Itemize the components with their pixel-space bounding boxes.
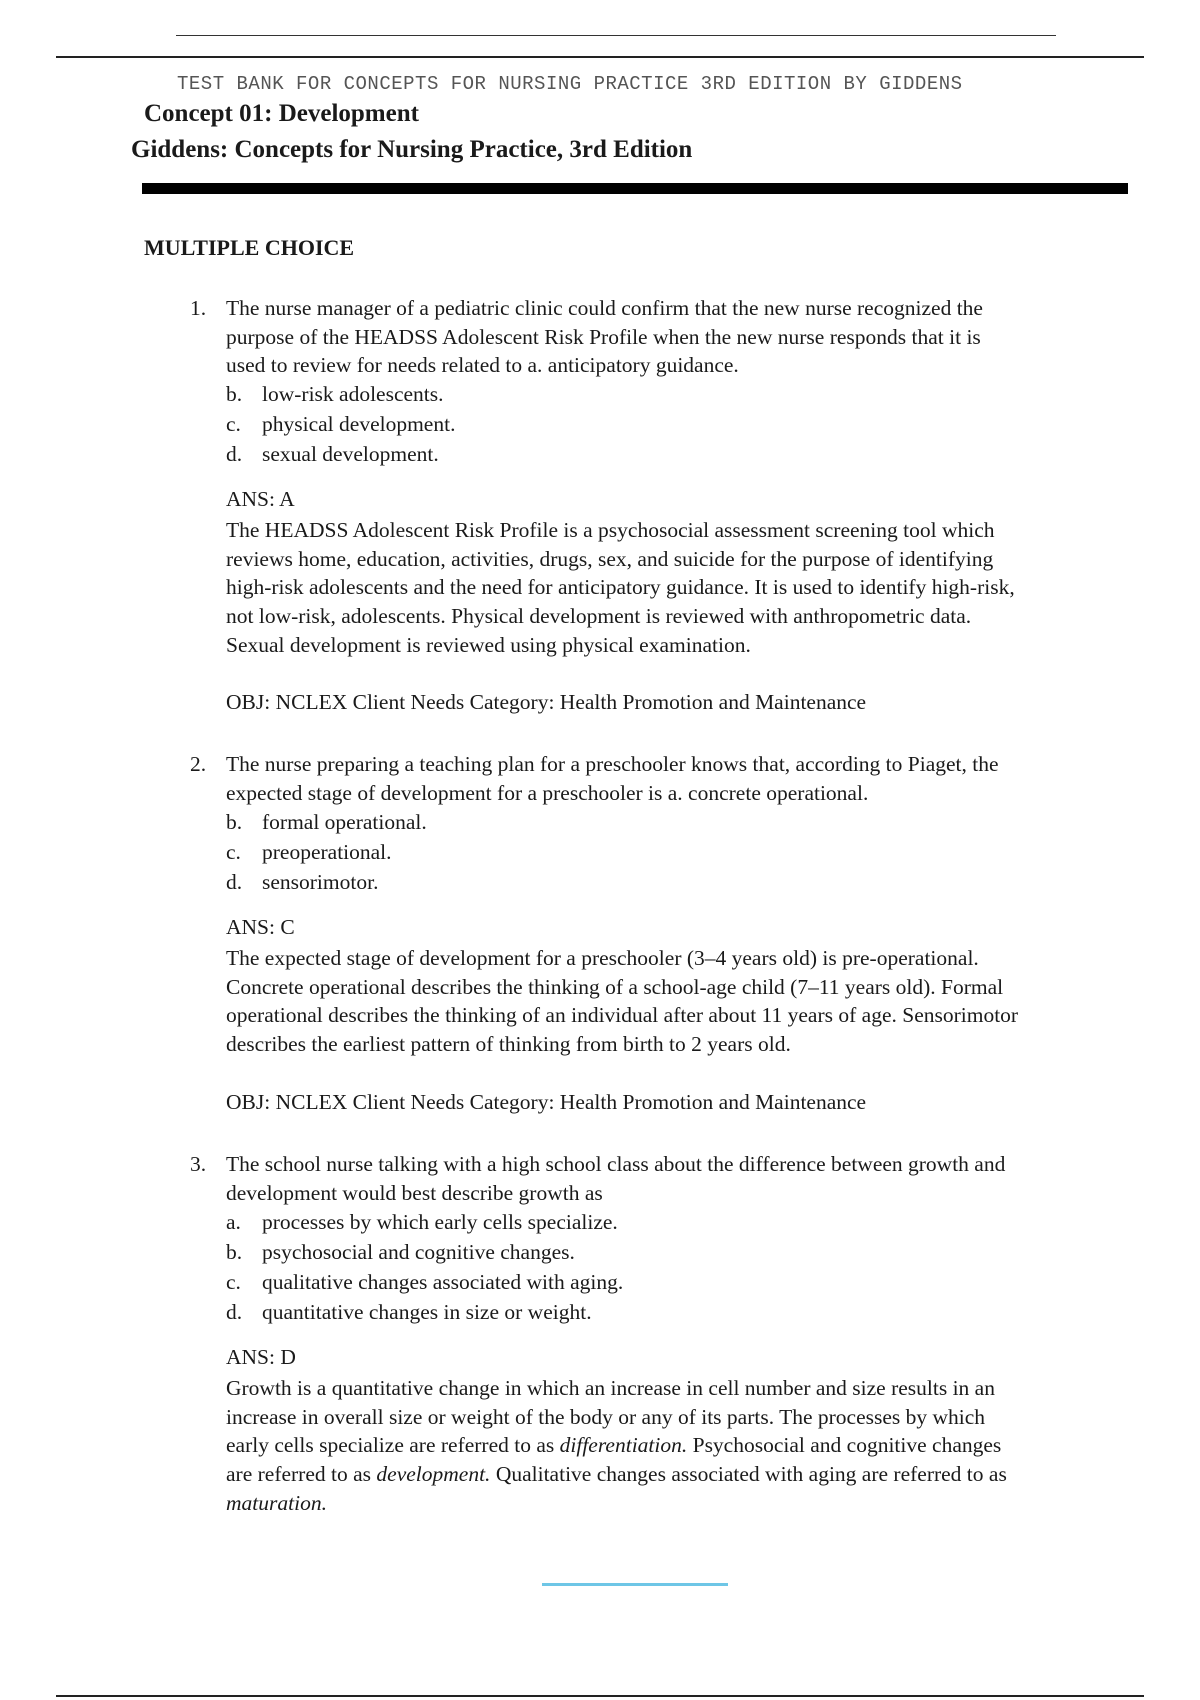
rationale-text: early cells specialize are referred to as [226,1433,560,1458]
objective: OBJ: NCLEX Client Needs Category: Health Promotion and Maintenance [226,1090,867,1114]
question-stem [226,750,1126,807]
question-stem [226,1150,1126,1207]
bottom-rule [56,1695,1144,1697]
rationale-text: Psychosocial and cognitive changes [687,1433,1002,1458]
question-number: 3. [190,1152,207,1176]
rationale-line [226,1431,1136,1460]
answer-option [226,412,455,437]
option-letter: b. [226,810,243,834]
top-rule-long [56,56,1144,58]
stem-line: The nurse preparing a teaching plan for a preschooler knows that, according to Piaget, the [226,752,999,776]
rationale-line [226,1460,1136,1489]
option-letter: c. [226,1270,241,1294]
rationale-text: are referred to as [226,1462,377,1487]
objective: OBJ: NCLEX Client Needs Category: Health Promotion and Maintenance [226,690,867,714]
concept-title: Concept 01: Development [144,100,419,127]
option-letter: b. [226,382,243,406]
rationale-line: Sexual development is reviewed using physical examination. [226,632,751,657]
option-letter: c. [226,840,241,864]
rationale-line: describes the earliest pattern of thinking from birth to 2 years old. [226,1032,791,1057]
rationale [226,516,1136,660]
rationale-line: reviews home, education, activities, drugs, sex, and suicide for the purpose of identifying [226,546,994,571]
answer-option [226,1300,592,1325]
top-rule-short [176,35,1056,36]
rationale [226,944,1136,1059]
stem-line: expected stage of development for a preschooler is a. concrete operational. [226,780,869,805]
title-divider-bar [142,183,1128,194]
book-title: Giddens: Concepts for Nursing Practice, 3rd Edition [131,136,693,163]
answer-option [226,1210,618,1235]
term-differentiation: differentiation. [559,1433,688,1458]
stem-line: purpose of the HEADSS Adolescent Risk Profile when the new nurse responds that it is [226,324,981,349]
stem-line: The school nurse talking with a high school class about the difference between growth and [226,1152,1006,1176]
option-text: low-risk adolescents. [262,382,444,406]
option-letter: d. [226,870,243,894]
answer-key: ANS: D [226,1345,296,1369]
option-letter: a. [226,1210,241,1234]
question-number: 2. [190,752,207,776]
rationale-line [226,1489,1136,1518]
rationale [226,1374,1136,1518]
option-text: psychosocial and cognitive changes. [262,1240,575,1264]
rationale-text: Qualitative changes associated with aging are referred to as [490,1462,1007,1487]
answer-option [226,840,392,865]
rationale-line: Concrete operational describes the thinking of a school-age child (7–11 years old). Formal [226,974,1004,999]
rationale-line: The expected stage of development for a preschooler (3–4 years old) is pre-operational. [226,946,979,970]
answer-option [226,1270,623,1295]
rationale-line: not low-risk, adolescents. Physical development is reviewed with anthropometric data. [226,604,972,629]
rationale-line: operational describes the thinking of an individual after about 11 years of age. Sensorimotor [226,1003,1019,1028]
option-letter: d. [226,1300,243,1324]
question-number: 1. [190,296,207,320]
question-stem [226,294,1126,380]
term-development: development. [376,1462,491,1487]
rationale-line: high-risk adolescents and the need for anticipatory guidance. It is used to identify high-risk, [226,575,1015,600]
stem-line: used to review for needs related to a. anticipatory guidance. [226,353,739,378]
answer-option [226,382,444,407]
term-maturation: maturation. [226,1490,327,1515]
rationale-line: Growth is a quantitative change in which an increase in cell number and size results in an [226,1376,995,1400]
section-heading: MULTIPLE CHOICE [144,235,355,260]
test-bank-title: TEST BANK FOR CONCEPTS FOR NURSING PRACTICE 3RD EDITION BY GIDDENS [177,73,963,95]
answer-option [226,442,439,467]
option-text: physical development. [262,412,456,436]
stem-line: development would best describe growth as [226,1180,603,1205]
answer-key: ANS: C [226,915,295,939]
option-text: quantitative changes in size or weight. [262,1300,592,1324]
option-text: formal operational. [262,810,427,834]
answer-option [226,1240,575,1265]
option-text: processes by which early cells specialize. [262,1210,618,1234]
rationale-line: The HEADSS Adolescent Risk Profile is a psychosocial assessment screening tool which [226,518,995,542]
option-text: sensorimotor. [262,870,379,894]
option-letter: b. [226,1240,243,1264]
option-letter: c. [226,412,241,436]
link-underline[interactable] [542,1583,728,1586]
answer-option [226,870,378,895]
option-text: preoperational. [262,840,392,864]
stem-line: The nurse manager of a pediatric clinic could confirm that the new nurse recognized the [226,296,983,320]
option-text: sexual development. [262,442,439,466]
option-letter: d. [226,442,243,466]
option-text: qualitative changes associated with aging. [262,1270,624,1294]
rationale-line: increase in overall size or weight of the body or any of its parts. The processes by which [226,1404,986,1429]
answer-option [226,810,427,835]
answer-key: ANS: A [226,487,295,511]
